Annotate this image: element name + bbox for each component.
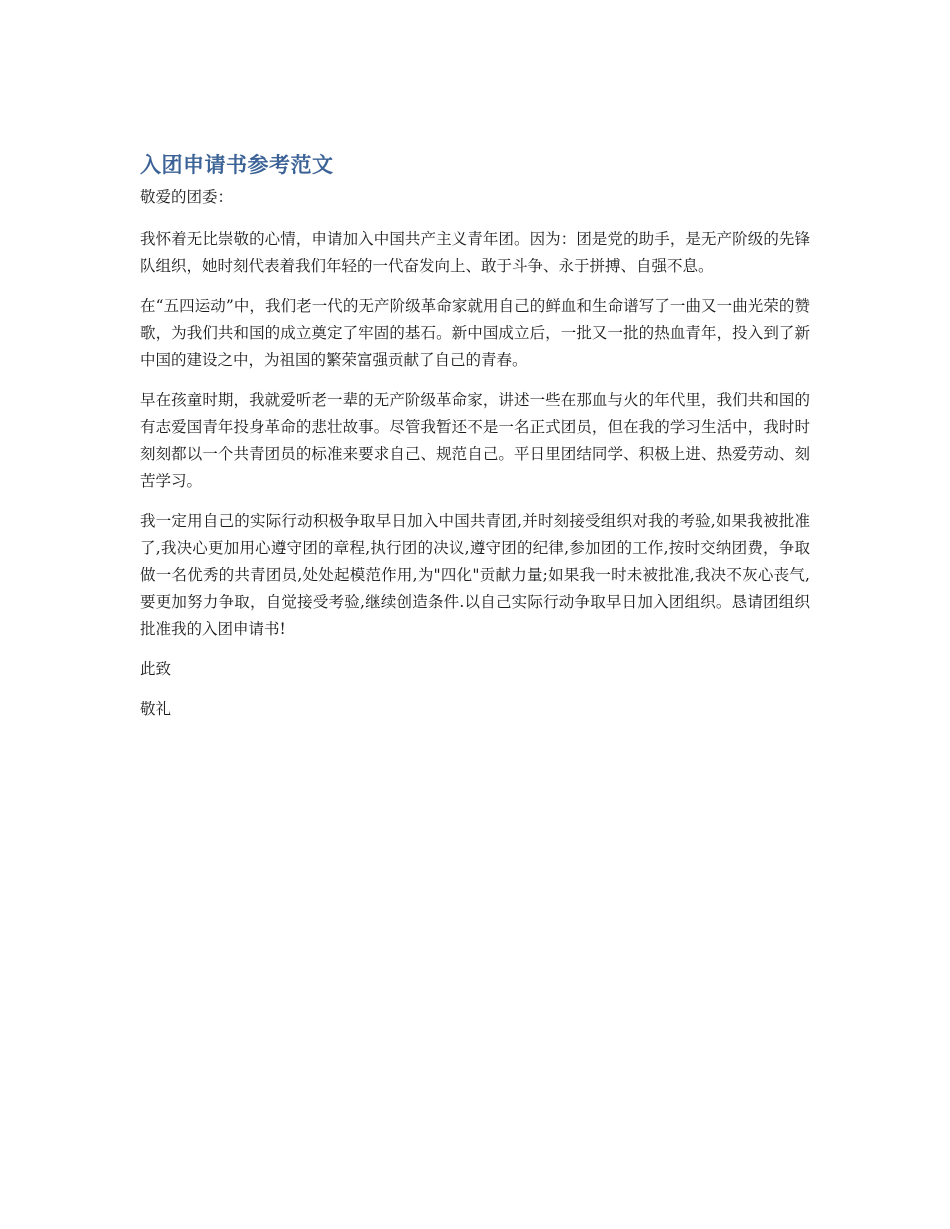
closing-cizhi: 此致 (140, 660, 172, 678)
document-page (140, 150, 810, 736)
paragraph-4: 我一定用自己的实际行动积极争取早日加入中国共青团,并时刻接受组织对我的考验,如果我被批准了,我决心更加用心遵守团的章程,执行团的决议,遵守团的纪律,参加团的工作,按时交纳团费，争取做一名优秀的共青团员,处处起模范作用,为"四化"贡献力量;如果我一时未被批准,我决不灰心丧气,要更加努力争取，自觉接受考验,继续创造条件.以自己实际行动争取早日加入团组织。恳请团组织批准我的入团申请书! (140, 512, 810, 638)
document-title: 入团申请书参考范文 (140, 153, 334, 177)
paragraph-2: 在“五四运动”中，我们老一代的无产阶级革命家就用自己的鲜血和生命谱写了一曲又一曲光荣的赞歌，为我们共和国的成立奠定了牢固的基石。新中国成立后，一批又一批的热血青年，投入到了新中国的建设之中，为祖国的繁荣富强贡献了自己的青春。 (140, 297, 810, 369)
closing-jingli: 敬礼 (140, 700, 172, 718)
paragraph-3: 早在孩童时期，我就爱听老一辈的无产阶级革命家，讲述一些在那血与火的年代里，我们共和国的有志爱国青年投身革命的悲壮故事。尽管我暂还不是一名正式团员，但在我的学习生活中，我时时刻刻都以一个共青团员的标准来要求自己、规范自己。平日里团结同学、积极上进、热爱劳动、刻苦学习。 (140, 391, 810, 490)
paragraph-1: 我怀着无比崇敬的心情，申请加入中国共产主义青年团。因为：团是党的助手，是无产阶级的先锋队组织，她时刻代表着我们年轻的一代奋发向上、敢于斗争、永于拼搏、自强不息。 (140, 230, 810, 275)
salutation: 敬爱的团委： (140, 188, 234, 206)
